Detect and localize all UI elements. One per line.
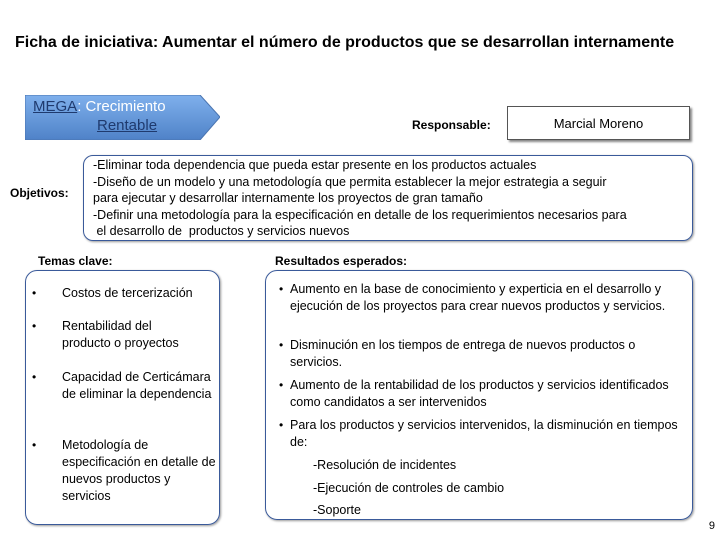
tema-item: Costos de tercerización — [62, 286, 193, 300]
resultado-item: Aumento de la rentabilidad de los productos y servicios identificados como candidatos a ser intervenidos — [290, 378, 669, 409]
resultado-item: Disminución en los tiempos de entrega de nuevos productos o servicios. — [290, 338, 636, 369]
tema-item: Rentabilidad del producto o proyectos — [62, 319, 179, 350]
bullet-icon: • — [279, 418, 284, 432]
objetivos-box — [83, 155, 693, 241]
resultado-subitem: -Ejecución de controles de cambio — [313, 481, 505, 495]
mega-link[interactable]: MEGA — [33, 98, 78, 115]
mega-goal: : Crecimiento — [77, 98, 166, 115]
resultado-subitem: -Resolución de incidentes — [313, 458, 457, 472]
temas-box — [25, 270, 220, 525]
bullet-icon: • — [32, 319, 37, 333]
bullet-icon: • — [32, 286, 37, 300]
objetivo-line: -Definir una metodología para la especificación en detalle de los requerimientos necesarios para — [93, 208, 627, 222]
bullet-icon: • — [32, 438, 37, 452]
bullet-icon: • — [279, 282, 284, 296]
objetivo-line: -Diseño de un modelo y una metodología que permita establecer la mejor estrategia a seguir — [93, 175, 607, 189]
tema-item: Capacidad de Certicámara de eliminar la dependencia — [62, 370, 212, 401]
bullet-icon: • — [32, 370, 37, 384]
resultado-item: Aumento en la base de conocimiento y experticia en el desarrollo y ejecución de los proyectos para crear nuevos productos y servicios. — [290, 282, 666, 313]
resultado-subitem: -Soporte — [313, 503, 361, 517]
resultados-label: Resultados esperados: — [275, 254, 408, 268]
objetivo-line: para ejecutar y desarrollar internamente los proyectos de gran tamaño — [93, 191, 483, 205]
temas-label: Temas clave: — [38, 254, 113, 268]
objetivos-label: Objetivos: — [10, 186, 69, 200]
mega-label-line1 — [33, 98, 166, 115]
objetivo-line: el desarrollo de productos y servicios nuevos — [93, 224, 350, 238]
page-number: 9 — [708, 520, 715, 532]
resultados-box — [265, 270, 693, 520]
page-title: Ficha de iniciativa: Aumentar el número de productos que se desarrollan internamente — [15, 34, 675, 51]
tema-item: Metodología de especificación en detalle de nuevos productos y servicios — [62, 438, 216, 503]
resultado-item: Para los productos y servicios intervenidos, la disminución en tiempos de: — [290, 418, 678, 449]
responsable-label: Responsable: — [412, 118, 491, 132]
responsable-value: Marcial Moreno — [507, 106, 690, 140]
mega-pentagon — [25, 95, 220, 140]
bullet-icon: • — [279, 338, 284, 352]
mega-label-line2 — [97, 117, 157, 134]
mega-goal-line2[interactable]: Rentable — [97, 117, 158, 134]
objetivo-line: -Eliminar toda dependencia que pueda estar presente en los productos actuales — [93, 158, 537, 172]
bullet-icon: • — [279, 378, 284, 392]
